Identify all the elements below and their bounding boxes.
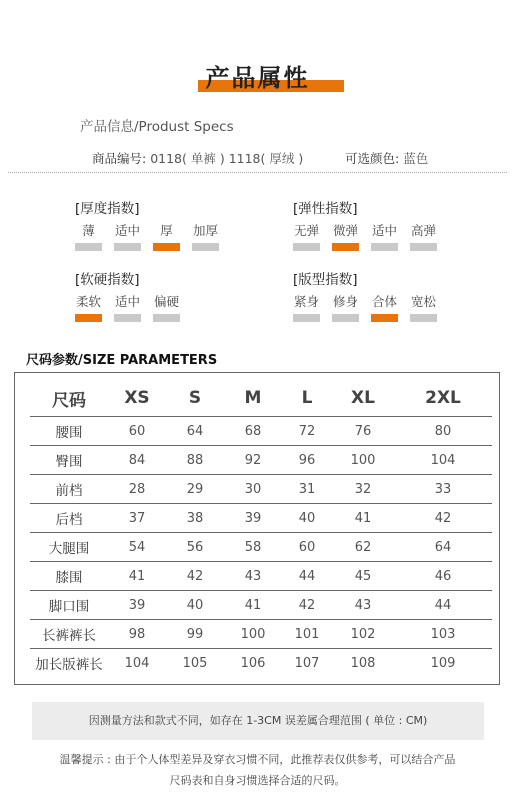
size-value: 31 (282, 475, 332, 504)
attr-level-bar-active (75, 314, 102, 322)
size-column-xl: XL (332, 380, 394, 417)
size-value: 99 (166, 620, 224, 649)
attr-option-label: 适中 (114, 223, 140, 238)
table-row (30, 446, 492, 475)
size-column-l: L (282, 380, 332, 417)
size-value: 64 (394, 533, 492, 562)
size-table (30, 380, 492, 677)
attr-level-bar (410, 314, 437, 322)
size-value: 38 (166, 504, 224, 533)
size-value: 44 (394, 591, 492, 620)
size-value: 64 (166, 417, 224, 446)
attr-option-label: 柔软 (75, 294, 101, 309)
size-value: 96 (282, 446, 332, 475)
attr-option-label: 适中 (114, 294, 140, 309)
attr-option-label: 无弹 (293, 223, 319, 238)
size-value: 100 (224, 620, 282, 649)
size-table-header (30, 380, 492, 417)
size-value: 28 (108, 475, 166, 504)
attr-group-title: [版型指数] (293, 272, 358, 288)
page-title: 产品属性 (205, 64, 310, 92)
measurement-name: 腰围 (30, 417, 108, 446)
table-row (30, 504, 492, 533)
attr-level-bar-active (332, 243, 359, 251)
product-color-label: 可选颜色: (345, 151, 400, 166)
attr-level-bar-active (371, 314, 398, 322)
size-value: 58 (224, 533, 282, 562)
measurement-name: 后档 (30, 504, 108, 533)
table-row (30, 649, 492, 678)
size-table-body (30, 417, 492, 678)
size-value: 104 (124, 655, 150, 671)
size-value: 54 (108, 533, 166, 562)
title-block (0, 58, 515, 98)
measurement-name: 臀围 (30, 446, 108, 475)
size-value: 108 (350, 655, 376, 671)
size-value: 30 (224, 475, 282, 504)
measurement-note: 因测量方法和款式不同，如存在 1-3CM 误差属合理范围 ( 单位 : CM) (32, 702, 484, 740)
attr-group-softness (75, 268, 179, 328)
size-value: 60 (108, 417, 166, 446)
size-value: 40 (282, 504, 332, 533)
measurement-name: 加长版裤长 (35, 657, 103, 673)
attr-group-title: [厚度指数] (75, 201, 140, 217)
tip-line-1: 温馨提示 : 由于个人体型差异及穿衣习惯不同，此推荐表仅供参考，可以结合产品 (59, 753, 456, 766)
attr-option-label: 高弹 (410, 223, 436, 238)
size-value: 37 (108, 504, 166, 533)
attr-level-bar (153, 314, 180, 322)
size-value: 88 (166, 446, 224, 475)
product-color-value: 蓝色 (403, 151, 429, 166)
attr-options (75, 292, 179, 328)
attr-group-fit (293, 268, 436, 328)
size-value: 76 (332, 417, 394, 446)
product-code (92, 149, 303, 167)
size-value: 41 (108, 562, 166, 591)
size-value: 42 (394, 504, 492, 533)
size-value: 33 (394, 475, 492, 504)
size-value: 40 (166, 591, 224, 620)
attr-group-title: [软硬指数] (75, 272, 140, 288)
product-color (345, 149, 428, 167)
table-row (30, 533, 492, 562)
table-row (30, 620, 492, 649)
size-column-s: S (166, 380, 224, 417)
attr-group-thickness (75, 197, 218, 257)
table-row (30, 591, 492, 620)
size-value: 56 (166, 533, 224, 562)
size-value: 100 (332, 446, 394, 475)
product-code-label: 商品编号: (92, 151, 147, 166)
attr-level-bar (332, 314, 359, 322)
size-value: 80 (394, 417, 492, 446)
attr-group-title: [弹性指数] (293, 201, 358, 217)
table-row (30, 417, 492, 446)
attr-option-label: 修身 (332, 294, 358, 309)
attr-level-bar (114, 314, 141, 322)
size-value: 109 (430, 655, 456, 671)
measurement-name: 脚口围 (30, 591, 108, 620)
table-row (30, 475, 492, 504)
attr-level-bar (192, 243, 219, 251)
size-value: 41 (332, 504, 394, 533)
attr-level-bar (75, 243, 102, 251)
size-value: 44 (282, 562, 332, 591)
attr-options (293, 292, 436, 328)
attr-level-bar (410, 243, 437, 251)
size-value: 39 (224, 504, 282, 533)
size-value: 62 (332, 533, 394, 562)
measurement-name: 前档 (30, 475, 108, 504)
attr-option-label: 偏硬 (153, 294, 179, 309)
size-value: 102 (332, 620, 394, 649)
divider (8, 172, 507, 173)
attr-option-label: 紧身 (293, 294, 319, 309)
size-value: 104 (394, 446, 492, 475)
size-value: 29 (166, 475, 224, 504)
spec-title: 产品信息/Produst Specs (80, 119, 234, 135)
attr-option-label: 薄 (82, 223, 95, 238)
size-heading: 尺码参数/SIZE PARAMETERS (26, 353, 218, 368)
attr-level-bar (114, 243, 141, 251)
table-row (30, 562, 492, 591)
size-value: 45 (332, 562, 394, 591)
measurement-name: 膝围 (30, 562, 108, 591)
size-value: 32 (332, 475, 394, 504)
attr-options (75, 221, 218, 257)
size-value: 46 (394, 562, 492, 591)
attr-option-label: 适中 (371, 223, 397, 238)
size-value: 72 (282, 417, 332, 446)
attr-level-bar (293, 243, 320, 251)
size-column-xs: XS (108, 380, 166, 417)
attr-options (293, 221, 436, 257)
tip-line-2: 尺码表和自身习惯选择合适的尺码。 (169, 774, 346, 787)
size-value: 84 (108, 446, 166, 475)
attr-option-label: 合体 (371, 294, 397, 309)
size-value: 92 (224, 446, 282, 475)
size-value: 98 (108, 620, 166, 649)
size-value: 41 (224, 591, 282, 620)
size-value: 68 (224, 417, 282, 446)
size-value: 106 (240, 655, 266, 671)
attr-group-elasticity (293, 197, 436, 257)
attr-option-label: 加厚 (192, 223, 218, 238)
size-value: 107 (294, 655, 320, 671)
attr-option-label: 宽松 (410, 294, 436, 309)
measurement-name: 大腿围 (30, 533, 108, 562)
product-code-value: 0118( 单裤 ) 1118( 厚绒 ) (150, 151, 304, 166)
size-value: 103 (394, 620, 492, 649)
size-value: 105 (182, 655, 208, 671)
attr-level-bar-active (153, 243, 180, 251)
attr-option-label: 微弹 (332, 223, 358, 238)
size-value: 101 (282, 620, 332, 649)
size-value: 39 (108, 591, 166, 620)
attr-option-label: 厚 (160, 223, 173, 238)
attr-level-bar (371, 243, 398, 251)
size-value: 43 (332, 591, 394, 620)
measurement-name: 长裤裤长 (30, 620, 108, 649)
size-value: 42 (282, 591, 332, 620)
size-value: 60 (282, 533, 332, 562)
size-value: 43 (224, 562, 282, 591)
size-column-m: M (224, 380, 282, 417)
attr-level-bar (293, 314, 320, 322)
size-column-2xl: 2XL (394, 380, 492, 417)
size-value: 42 (166, 562, 224, 591)
size-column-label: 尺码 (30, 380, 108, 417)
